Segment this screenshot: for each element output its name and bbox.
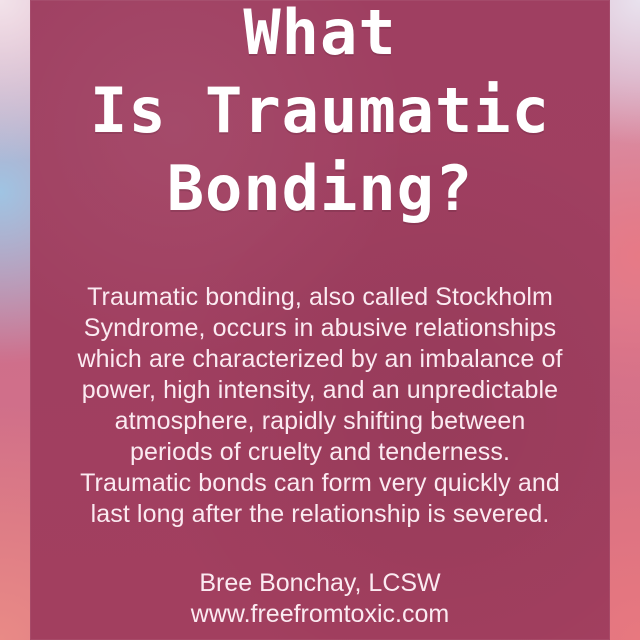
title-line-2: Is Traumatic [90,74,550,147]
definition-line-5: atmosphere, rapidly shifting between [114,407,526,435]
definition-line-6: periods of cruelty and tenderness. [129,438,510,466]
page-title [30,0,610,228]
title-line-3: Bonding? [166,152,474,225]
title-line-1: What [243,0,397,69]
definition-line-2: Syndrome, occurs in abusive relationships [83,314,557,342]
definition-line-1: Traumatic bonding, also called Stockholm [87,283,553,311]
attribution [30,568,610,630]
quote-panel [30,0,610,640]
website-url: www.freefromtoxic.com [190,600,450,628]
author-name: Bree Bonchay, LCSW [199,569,441,597]
definition-line-4: power, high intensity, and an unpredictable [81,376,559,404]
definition-line-3: which are characterized by an imbalance of [77,345,563,373]
definition-line-7: Traumatic bonds can form very quickly and [80,469,560,497]
definition-text [30,282,610,530]
definition-line-8: last long after the relationship is severed. [90,500,550,528]
